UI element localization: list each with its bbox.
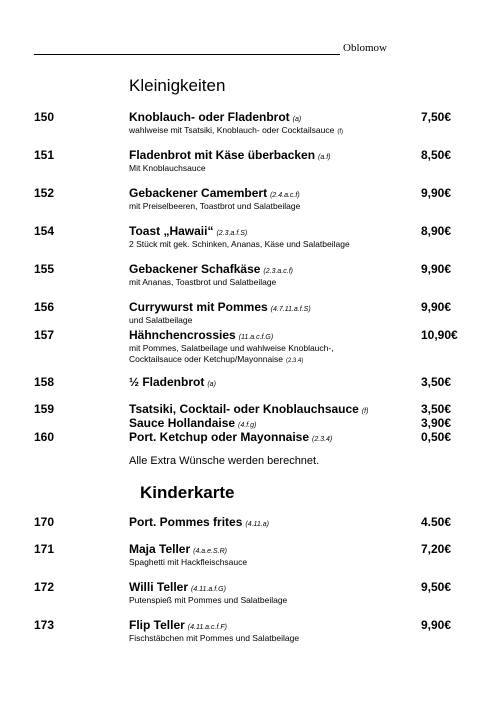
allergen-codes: (a)	[292, 116, 302, 123]
item-price: 8,50€	[421, 148, 452, 162]
allergen-codes: (a)	[207, 381, 216, 388]
allergen-codes: (4.f.g)	[238, 422, 257, 429]
item-number: 160	[34, 430, 55, 444]
item-description: und Salatbeilage	[129, 315, 193, 325]
item-name: Flip Teller (4.11.a.c.f.F)	[129, 618, 227, 632]
item-name: Hähnchencrossies (11.a.c.f.G)	[129, 328, 274, 342]
item-name: Sauce Hollandaise (4.f.g)	[129, 416, 257, 430]
allergen-codes: (2.3.a.f.S)	[216, 230, 248, 237]
allergen-codes: (4.a.e.S.R)	[193, 548, 227, 555]
allergen-codes: (4.11.a.f.G)	[191, 586, 226, 593]
item-description: Putenspieß mit Pommes und Salatbeilage	[129, 595, 288, 605]
item-description: Spaghetti mit Hackfleischsauce	[129, 557, 248, 567]
section-title-kinderkarte: Kinderkarte	[140, 483, 235, 502]
item-price: 0,50€	[421, 430, 452, 444]
allergen-codes: (4.11.a.c.f.F)	[187, 624, 227, 631]
item-price: 10,90€	[421, 328, 458, 342]
allergen-codes: (2.4.a.c.f)	[270, 192, 300, 199]
item-number: 159	[34, 402, 55, 416]
item-name: ½ Fladenbrot (a)	[129, 375, 216, 389]
item-number: 172	[34, 580, 55, 594]
item-description: mit Preiselbeeren, Toastbrot und Salatbeilage	[129, 201, 301, 211]
item-name: Willi Teller (4.11.a.f.G)	[129, 580, 226, 594]
item-number: 154	[34, 224, 55, 238]
item-price: 7,50€	[421, 110, 452, 124]
restaurant-name: Oblomow	[343, 42, 387, 54]
item-price: 9,90€	[421, 618, 452, 632]
item-number: 173	[34, 618, 55, 632]
header-rule	[34, 54, 340, 55]
item-number: 152	[34, 186, 55, 200]
page-header	[34, 42, 394, 56]
item-description: Fischstäbchen mit Pommes und Salatbeilage	[129, 633, 300, 643]
item-number: 155	[34, 262, 55, 276]
item-name: Currywurst mit Pommes (4.7.11.a.f.S)	[129, 300, 311, 314]
item-name: Toast „Hawaii“ (2.3.a.f.S)	[129, 224, 248, 238]
item-price: 4.50€	[421, 515, 452, 529]
allergen-codes: (4.11.a)	[245, 521, 269, 528]
item-name: Knoblauch- oder Fladenbrot (a)	[129, 110, 302, 124]
item-number: 171	[34, 542, 55, 556]
allergen-codes: (2.3.4)	[312, 436, 333, 443]
allergen-codes: (2.3.4)	[286, 358, 304, 364]
item-price: 3,50€	[421, 375, 452, 389]
item-name: Gebackener Camembert (2.4.a.c.f)	[129, 186, 300, 200]
allergen-codes: (f)	[361, 408, 369, 415]
item-description: wahlweise mit Tsatsiki, Knoblauch- oder Cocktailsauce (f)	[129, 125, 344, 135]
item-name: Port. Pommes frites (4.11.a)	[129, 515, 269, 529]
item-description: mit Pommes, Salatbeilage und wahlweise Knoblauch-, Cocktailsauce oder Ketchup/Mayonnaise (2.3.4)	[129, 343, 334, 364]
item-number: 157	[34, 328, 55, 342]
item-price: 9,50€	[421, 580, 452, 594]
item-description: mit Ananas, Toastbrot und Salatbeilage	[129, 277, 277, 287]
item-price: 8,90€	[421, 224, 452, 238]
allergen-codes: (2.3.a.c.f)	[263, 268, 293, 275]
item-price: 3,50€	[421, 402, 452, 416]
section-title-kleinigkeiten: Kleinigkeiten	[129, 76, 226, 95]
item-number: 156	[34, 300, 55, 314]
allergen-codes: (11.a.c.f.G)	[238, 334, 274, 341]
item-price: 3,90€	[421, 416, 452, 430]
item-name: Fladenbrot mit Käse überbacken (a.f)	[129, 148, 331, 162]
item-name: Tsatsiki, Cocktail- oder Knoblauchsauce (f)	[129, 402, 369, 416]
item-number: 158	[34, 375, 55, 389]
allergen-codes: (4.7.11.a.f.S)	[270, 306, 311, 313]
item-price: 9,90€	[421, 262, 452, 276]
item-price: 7,20€	[421, 542, 452, 556]
item-price: 9,90€	[421, 186, 452, 200]
item-price: 9,90€	[421, 300, 452, 314]
item-number: 150	[34, 110, 55, 124]
item-number: 170	[34, 515, 55, 529]
item-description: Mit Knoblauchsauce	[129, 163, 206, 173]
allergen-codes: (f)	[337, 129, 344, 135]
item-name: Port. Ketchup oder Mayonnaise (2.3.4)	[129, 430, 333, 444]
item-description: 2 Stück mit gek. Schinken, Ananas, Käse und Salatbeilage	[129, 239, 350, 249]
item-number: 151	[34, 148, 55, 162]
item-name: Maja Teller (4.a.e.S.R)	[129, 542, 227, 556]
item-name: Gebackener Schafkäse (2.3.a.c.f)	[129, 262, 293, 276]
allergen-codes: (a.f)	[318, 154, 331, 161]
extra-wishes-note: Alle Extra Wünsche werden berechnet.	[129, 455, 320, 467]
